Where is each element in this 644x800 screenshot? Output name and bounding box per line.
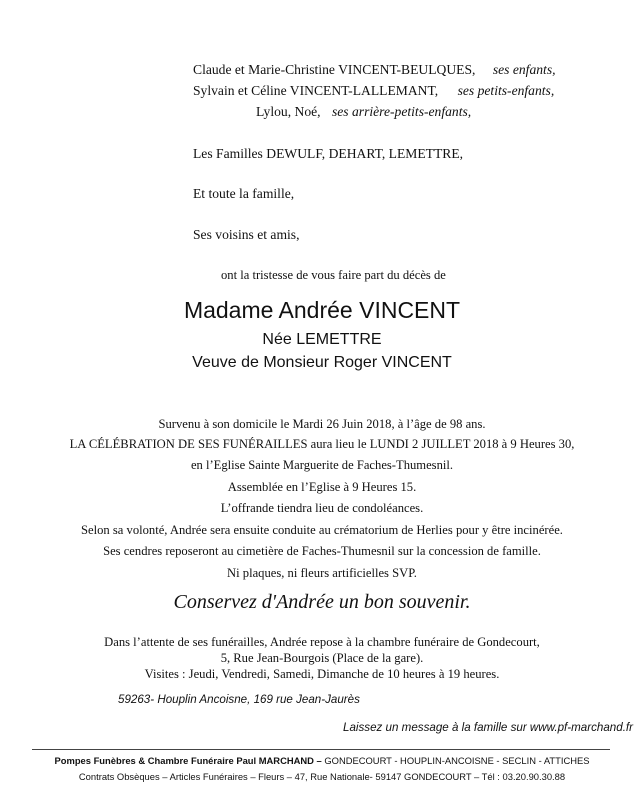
children-names: Claude et Marie-Christine VINCENT-BEULQUES, <box>193 62 476 77</box>
remembrance-motto: Conservez d'Andrée un bon souvenir. <box>173 591 471 613</box>
family-line-children <box>193 62 556 78</box>
children-relation: ses enfants, <box>492 62 556 77</box>
home-address: 59263- Houplin Ancoisne, 169 rue Jean-Jaurès <box>118 693 360 706</box>
details-line-death: Survenu à son domicile le Mardi 26 Juin 2018, à l’âge de 98 ans. <box>158 417 486 431</box>
details-line-ashes: Ses cendres reposeront au cimetière de Faches-Thumesnil sur la concession de famille. <box>103 544 541 558</box>
footer-divider <box>32 749 610 750</box>
message-link[interactable]: Laissez un message à la famille sur www.pf-marchand.fr <box>343 721 633 734</box>
details-line-church: en l’Eglise Sainte Marguerite de Faches-Thumesnil. <box>190 458 454 472</box>
grandchildren-relation: ses petits-enfants, <box>457 83 555 98</box>
families-line: Les Familles DEWULF, DEHART, LEMETTRE, <box>193 146 464 161</box>
great-grandchildren-relation: ses arrière-petits-enfants, <box>331 104 472 119</box>
all-family-line: Et toute la famille, <box>193 186 295 201</box>
footer-company-line <box>0 755 644 766</box>
details-line-cremation: Selon sa volonté, Andrée sera ensuite conduite au crématorium de Herlies pour y être incinérée. <box>81 523 563 537</box>
family-line-grandchildren <box>193 83 554 99</box>
footer-locations: GONDECOURT - HOUPLIN-ANCOISNE - SECLIN - ATTICHES <box>321 755 590 766</box>
great-grandchildren-names: Lylou, Noé, <box>256 104 321 119</box>
footer-company: Pompes Funèbres & Chambre Funéraire Paul MARCHAND – <box>54 755 322 766</box>
announcement-intro: ont la tristesse de vous faire part du décès de <box>221 268 446 282</box>
maiden-name: Née LEMETTRE <box>262 331 382 348</box>
details-line-no-flowers: Ni plaques, ni fleurs artificielles SVP. <box>227 566 417 580</box>
neighbors-line: Ses voisins et amis, <box>193 227 300 242</box>
viewing-line-address: 5, Rue Jean-Bourgois (Place de la gare). <box>220 651 424 665</box>
details-line-assembly: Assemblée en l’Eglise à 9 Heures 15. <box>227 480 417 494</box>
details-line-offering: L’offrande tiendra lieu de condoléances. <box>220 501 424 515</box>
family-line-great-grandchildren <box>256 104 471 120</box>
viewing-line-location: Dans l’attente de ses funérailles, Andrée repose à la chambre funéraire de Gondecourt, <box>104 635 540 649</box>
viewing-line-hours: Visites : Jeudi, Vendredi, Samedi, Dimanche de 10 heures à 19 heures. <box>144 667 500 681</box>
deceased-name: Madame Andrée VINCENT <box>183 297 461 323</box>
widow-of: Veuve de Monsieur Roger VINCENT <box>192 354 452 371</box>
footer-services-line: Contrats Obsèques – Articles Funéraires – Fleurs – 47, Rue Nationale- 59147 GONDECOURT – Tél : 03.20.90.30.88 <box>78 771 566 782</box>
details-line-ceremony: LA CÉLÉBRATION DE SES FUNÉRAILLES aura lieu le LUNDI 2 JUILLET 2018 à 9 Heures 30, <box>69 437 575 451</box>
grandchildren-names: Sylvain et Céline VINCENT-LALLEMANT, <box>193 83 439 98</box>
